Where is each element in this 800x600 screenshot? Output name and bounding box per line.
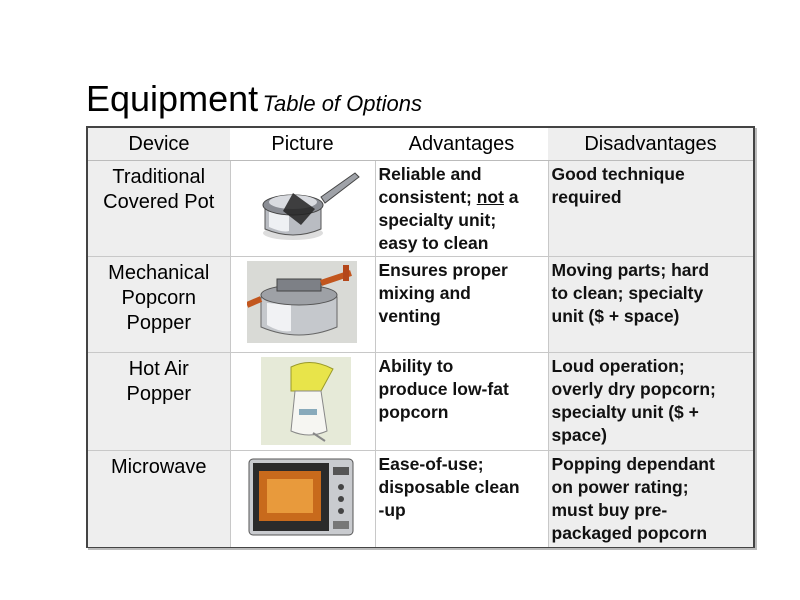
adv-line: Ability to bbox=[378, 356, 454, 376]
advantages-cell bbox=[375, 161, 548, 257]
device-line: Hot Air bbox=[128, 358, 189, 380]
dis-line: Loud operation; bbox=[551, 356, 685, 376]
dis-line: Good technique bbox=[551, 164, 685, 184]
advantages-cell bbox=[375, 451, 548, 547]
dis-line: packaged popcorn bbox=[551, 523, 708, 543]
table-header-row bbox=[88, 128, 753, 161]
picture-cell bbox=[230, 257, 375, 353]
adv-line: venting bbox=[378, 306, 441, 326]
page-title bbox=[86, 78, 422, 120]
header-device: Device bbox=[88, 128, 230, 161]
device-line: Popcorn bbox=[121, 287, 196, 309]
adv-line: a bbox=[503, 187, 519, 207]
options-table bbox=[86, 126, 755, 548]
dis-line: space) bbox=[551, 425, 607, 445]
adv-line: easy to clean bbox=[378, 233, 489, 253]
device-line: Microwave bbox=[110, 456, 207, 478]
disadvantages-cell bbox=[548, 257, 753, 353]
adv-line: specialty unit; bbox=[378, 210, 497, 230]
device-cell bbox=[88, 257, 230, 353]
dis-line: Popping dependant bbox=[551, 454, 715, 474]
dis-line: must buy pre- bbox=[551, 500, 668, 520]
table-row bbox=[88, 451, 753, 547]
microwave-image bbox=[247, 455, 357, 539]
picture-cell bbox=[230, 353, 375, 451]
dis-line: overly dry popcorn; bbox=[551, 379, 716, 399]
hot-air-popper-image bbox=[261, 357, 351, 445]
adv-line: popcorn bbox=[378, 402, 449, 422]
adv-line bbox=[379, 186, 548, 209]
dis-line: specialty unit ($ + bbox=[551, 402, 699, 422]
device-line: Popper bbox=[126, 312, 191, 334]
table-row bbox=[88, 161, 753, 257]
mechanical-popper-image bbox=[247, 261, 357, 343]
adv-line-underlined: not bbox=[476, 187, 504, 207]
title-main: Equipment bbox=[86, 78, 259, 119]
dis-line: required bbox=[551, 187, 622, 207]
adv-line: mixing and bbox=[378, 283, 471, 303]
device-cell bbox=[88, 451, 230, 547]
device-cell bbox=[88, 161, 230, 257]
adv-line: produce low-fat bbox=[378, 379, 509, 399]
device-cell bbox=[88, 353, 230, 451]
adv-line: Reliable and bbox=[378, 164, 482, 184]
header-advantages: Advantages bbox=[375, 128, 548, 161]
table-row bbox=[88, 257, 753, 353]
device-line: Covered Pot bbox=[103, 191, 215, 213]
title-sub: Table of Options bbox=[262, 91, 422, 116]
device-line: Popper bbox=[126, 383, 191, 405]
advantages-cell bbox=[375, 257, 548, 353]
adv-line: disposable clean bbox=[378, 477, 520, 497]
header-disadvantages: Disadvantages bbox=[548, 128, 753, 161]
advantages-cell bbox=[375, 353, 548, 451]
covered-pot-image bbox=[253, 167, 363, 245]
disadvantages-cell bbox=[548, 161, 753, 257]
header-picture: Picture bbox=[230, 128, 375, 161]
disadvantages-cell bbox=[548, 353, 753, 451]
adv-line: -up bbox=[378, 500, 406, 520]
dis-line: unit ($ + space) bbox=[551, 306, 680, 326]
table-row bbox=[88, 353, 753, 451]
dis-line: on power rating; bbox=[551, 477, 689, 497]
picture-cell bbox=[230, 161, 375, 257]
disadvantages-cell bbox=[548, 451, 753, 547]
device-line: Traditional bbox=[112, 166, 206, 188]
dis-line: Moving parts; hard bbox=[551, 260, 710, 280]
adv-line: Ease-of-use; bbox=[378, 454, 484, 474]
picture-cell bbox=[230, 451, 375, 547]
device-line: Mechanical bbox=[108, 262, 210, 284]
dis-line: to clean; specialty bbox=[551, 283, 704, 303]
adv-line: consistent; bbox=[378, 187, 477, 207]
adv-line: Ensures proper bbox=[378, 260, 508, 280]
